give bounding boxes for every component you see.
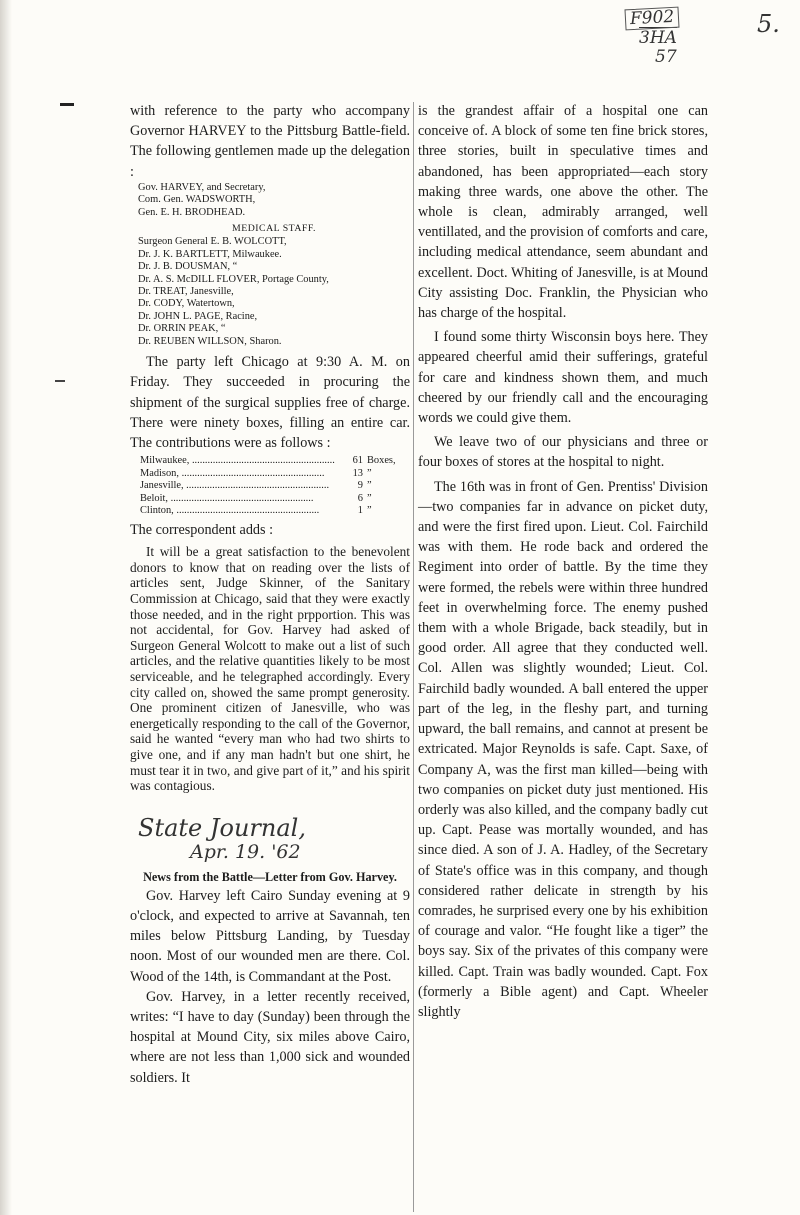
- page-edge-shadow: [0, 0, 12, 1215]
- handwritten-source: State Journal,: [138, 813, 306, 842]
- city-name: Milwaukee, .....: [140, 455, 345, 468]
- city-name: Janesville, .....: [140, 480, 345, 493]
- right-column: [418, 101, 708, 1022]
- party-paragraph: The party left Chicago at 9:30 A. M. on Friday. They succeeded in procuring the shipment of the surgical supplies free of charge. There were ninety boxes, filling an entire car. The contributions were as follows :: [130, 354, 410, 451]
- delegation-list: [138, 182, 410, 348]
- intro-paragraph: with reference to the party who accompany Governor HARVEY to the Pittsburg Battle-field. The following gentlemen made up the delegation :: [130, 103, 410, 180]
- box-count: 13: [352, 467, 363, 479]
- box-unit: ”: [367, 505, 372, 517]
- hospital-paragraph: is the grandest affair of a hospital one can conceive of. A block of some ten fine brick stores, three stories, built in speculative times and abandoned, has been appropriated—each story making three wards, one above the other. The whole is clean, admirably arranged, well ventillated, and the provision of comforts and care, including medical attendance, seem abundant and excellent. Doct. Whiting of Janesville, is at Mound City assisting Doc. Franklin, the Physician who has charge of the hospital.: [418, 103, 708, 322]
- archive-mark-1: F902: [624, 7, 679, 31]
- margin-mark: [55, 380, 65, 382]
- correspondent-line: The correspondent adds :: [130, 522, 274, 539]
- list-item: Dr. J. B. DOUSMAN, “: [138, 261, 238, 273]
- list-item: Dr. JOHN L. PAGE, Racine,: [138, 310, 258, 322]
- box-unit: Boxes,: [367, 455, 396, 467]
- left-column: [130, 101, 410, 1088]
- table-row: [140, 480, 410, 493]
- list-item: Surgeon General E. B. WOLCOTT,: [138, 236, 287, 248]
- page-number: 5.: [757, 10, 780, 38]
- boys-paragraph: I found some thirty Wisconsin boys here. They appeared cheerful amid their sufferings, grateful for care and kindness shown them, and much cheered by our friendly call and the encouraging words we could give them.: [418, 329, 708, 427]
- cairo-paragraph: Gov. Harvey left Cairo Sunday evening at 9 o'clock, and expected to arrive at Savannah, ten miles below Pittsburg Landing, by Tuesday noon. Most of our wounded men are there. Col. Wood of the 14th, is Commandant at the Post.: [130, 887, 410, 985]
- archive-marks: [625, 8, 679, 67]
- list-item: Com. Gen. WADSWORTH,: [138, 194, 256, 206]
- leave-paragraph: We leave two of our physicians and three or four boxes of stores at the hospital to night.: [418, 434, 708, 471]
- satisfaction-paragraph: It will be a great satisfaction to the benevolent donors to know that on reading over the lists of articles sent, Judge Skinner, of the Sanitary Commission at Chicago, said that they were exactly those needed, and in the right prpportion. This was not accidental, for Gov. Harvey had asked of Surgeon General Wolcott to make out a list of such articles, and the relative quantities likely to be most serviceable, and he telegraphed accordingly. Every city called on, showed the same prompt generosity. One prominent citizen of Janesville, who was energetically responding to the call of the Governor, said he wanted “every man who had two shirts to give one, and if any man hadn't but one shirt, he must tear it in two, and give part of it,” and his spirit was contagious.: [130, 544, 410, 794]
- table-row: [140, 505, 410, 518]
- table-row: [140, 493, 410, 506]
- handwritten-date: Apr. 19. '62: [190, 840, 301, 863]
- letter-paragraph: Gov. Harvey, in a letter recently received, writes: “I have to day (Sunday) been through the hospital at Mound City, six miles above Cairo, where are not less than 1,000 sick and wounded soldiers. It: [130, 988, 410, 1086]
- table-row: [140, 468, 410, 481]
- archive-mark-3: 57: [655, 47, 677, 67]
- contributions-table: [140, 455, 410, 518]
- column-rule: [413, 102, 414, 1212]
- city-name: Beloit, .....: [140, 493, 345, 506]
- box-count: 6: [357, 492, 363, 504]
- city-name: Madison, .....: [140, 468, 345, 481]
- box-count: 9: [357, 480, 363, 492]
- archive-mark-2: 3HA: [639, 28, 677, 48]
- list-item: Dr. TREAT, Janesville,: [138, 286, 234, 298]
- sixteenth-paragraph: The 16th was in front of Gen. Prentiss' Division—two companies far in advance on picket duty, and were the first fired upon. Lieut. Col. Fairchild was with them. He rode back and ordered the Regiment into order of battle. By the time they were formed, the rebels were within three hundred feet in overwhelming force. The enemy pushed them with a whole Brigade, back steadily, but in good order. All agree that they conducted well. Col. Allen was slightly wounded; Lieut. Col. Fairchild badly wounded. A ball entered the upper part of the leg, in the fleshy part, and turning upward, the ball remains, and cannot at present be extricated. Major Reynolds is safe. Capt. Saxe, of Company A, was the first man killed—being with two companies on picket duty just mentioned. His orderly was also killed, and the company badly cut up. Capt. Pease was mortally wounded, and has since died. A son of J. A. Hadley, of the Secretary of State's office was in this company, and though considered rather delicate in strength by his comrades, he surprised every one by his exhibition of courage and valor. “He fought like a tiger” the boys say. Six of the privates of this company were killed. Capt. Train was badly wounded. Capt. Fox (formerly a Bible agent) and Capt. Wheeler slightly: [418, 478, 708, 1020]
- margin-mark: [60, 103, 74, 106]
- list-item: Dr. ORRIN PEAK, “: [138, 323, 226, 335]
- table-row: [140, 455, 410, 468]
- box-count: 61: [352, 455, 363, 467]
- box-count: 1: [357, 505, 363, 517]
- list-item: Dr. J. K. BARTLETT, Milwaukee.: [138, 248, 282, 260]
- box-unit: ”: [367, 492, 372, 504]
- box-unit: ”: [367, 480, 372, 492]
- medical-staff-heading: MEDICAL STAFF.: [232, 223, 316, 235]
- article-headline: News from the Battle—Letter from Gov. Harvey.: [143, 869, 397, 884]
- list-item: Dr. REUBEN WILLSON, Sharon.: [138, 335, 282, 347]
- box-unit: ”: [367, 467, 372, 479]
- city-name: Clinton, .....: [140, 505, 345, 518]
- list-item: Dr. A. S. McDILL FLOVER, Portage County,: [138, 273, 329, 285]
- list-item: Dr. CODY, Watertown,: [138, 298, 235, 310]
- list-item: Gen. E. H. BRODHEAD.: [138, 206, 246, 218]
- list-item: Gov. HARVEY, and Secretary,: [138, 181, 266, 193]
